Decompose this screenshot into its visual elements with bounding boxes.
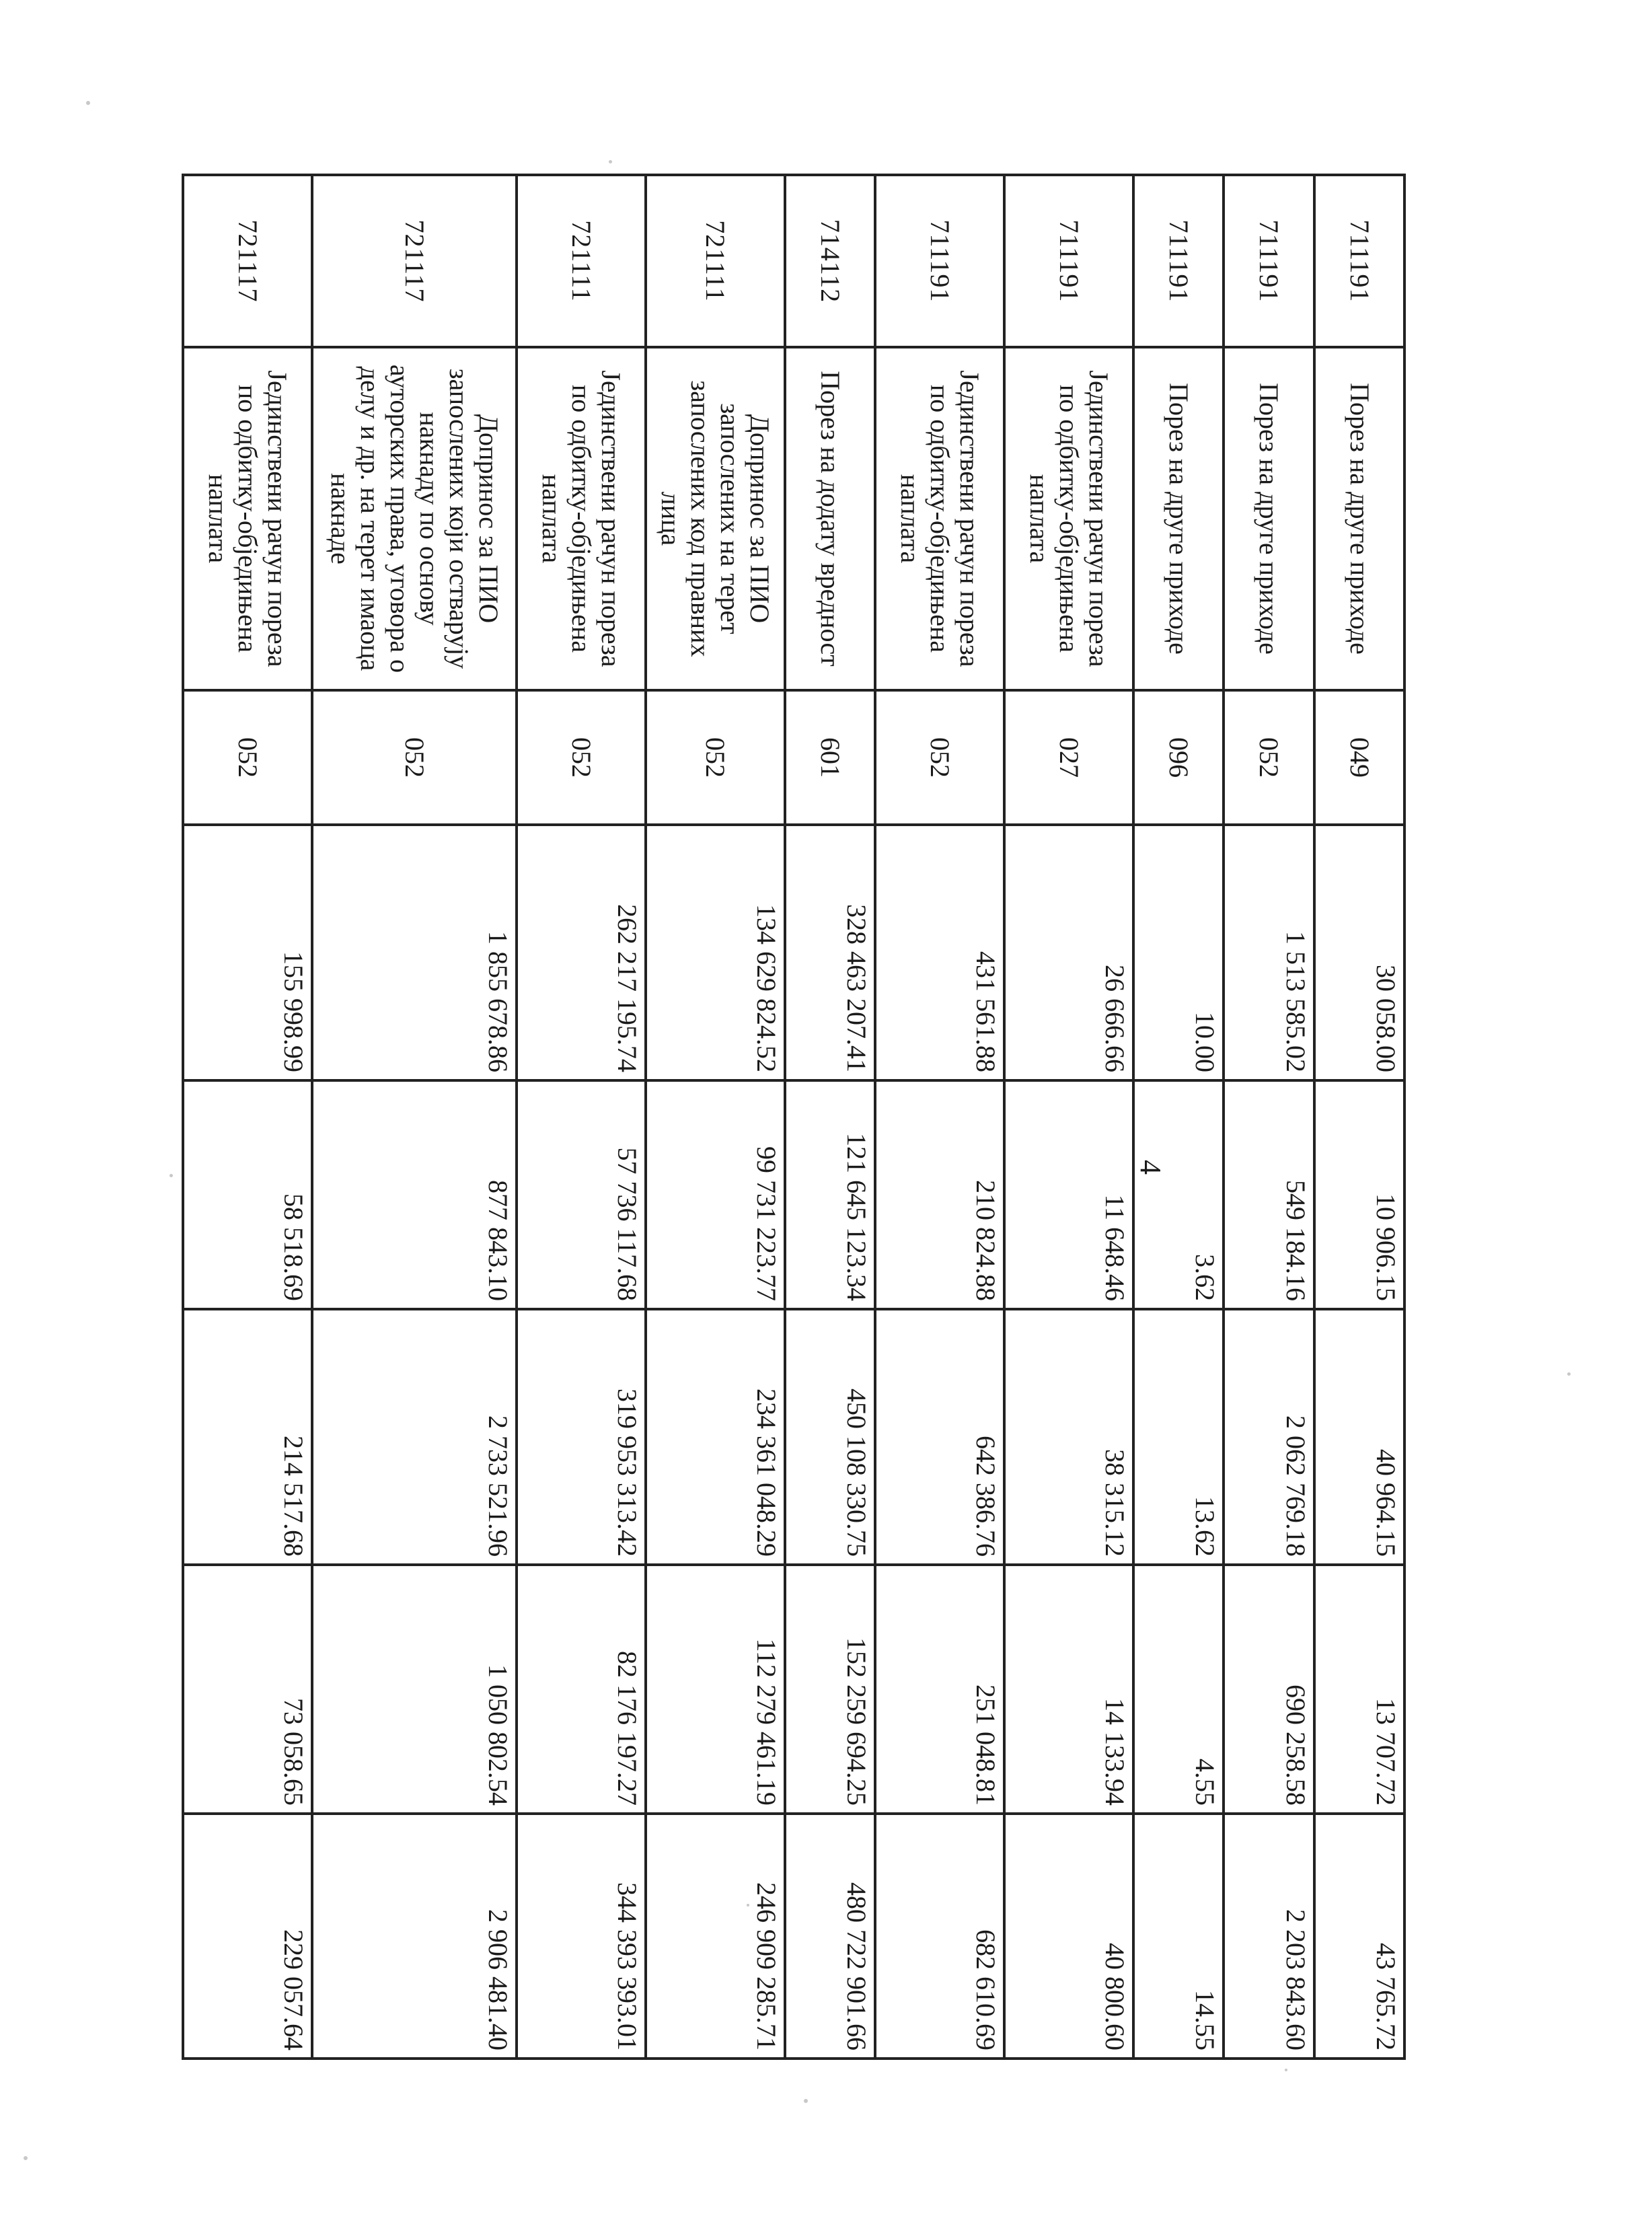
scan-speck [609, 160, 612, 163]
amount-cell: 11 648.46 [1004, 1080, 1133, 1309]
amount-cell: 58 518.69 [183, 1080, 312, 1309]
account-cell: 711191 [1004, 175, 1133, 347]
amount-cell: 1 050 802.54 [312, 1565, 517, 1814]
account-cell: 711191 [1224, 175, 1314, 347]
code-cell: 052 [183, 690, 312, 825]
description-cell: Порез на додату вредност [785, 347, 875, 690]
scan-speck [1285, 2069, 1287, 2071]
amount-cell: 30 058.00 [1314, 825, 1404, 1080]
amount-cell: 57 736 117.68 [517, 1080, 646, 1309]
account-cell: 721117 [183, 175, 312, 347]
amount-cell: 2 203 843.60 [1224, 1814, 1314, 2059]
amount-cell: 14.55 [1133, 1814, 1224, 2059]
scan-speck [1567, 1372, 1571, 1376]
amount-cell: 690 258.58 [1224, 1565, 1314, 1814]
revenue-table [182, 174, 1406, 2060]
code-cell: 052 [646, 690, 785, 825]
amount-cell: 319 953 313.42 [517, 1309, 646, 1565]
rotated-table-wrapper [182, 174, 1406, 2057]
code-cell: 049 [1314, 690, 1404, 825]
amount-cell: 229 057.64 [183, 1814, 312, 2059]
amount-cell: 40 964.15 [1314, 1309, 1404, 1565]
amount-cell: 134 629 824.52 [646, 825, 785, 1080]
description-cell: Јединствени рачун пореза по одбитку-обједињена наплата [183, 347, 312, 690]
amount-cell: 43 765.72 [1314, 1814, 1404, 2059]
amount-cell: 14 133.94 [1004, 1565, 1133, 1814]
amount-cell: 2 062 769.18 [1224, 1309, 1314, 1565]
amount-cell: 152 259 694.25 [785, 1565, 875, 1814]
amount-cell: 99 731 223.77 [646, 1080, 785, 1309]
description-cell: Порез на друге приходе [1133, 347, 1224, 690]
description-cell: Допринос за ПИО запослених који остварују накнаду по основу ауторских права, уговора о делу и др. на терет имаоца накнаде [312, 347, 517, 690]
account-cell: 721111 [646, 175, 785, 347]
code-cell: 052 [875, 690, 1004, 825]
table-row [312, 175, 517, 2059]
amount-cell: 877 843.10 [312, 1080, 517, 1309]
code-cell: 052 [312, 690, 517, 825]
account-cell: 711191 [1133, 175, 1224, 347]
table-row [1314, 175, 1404, 2059]
description-cell: Јединствени рачун пореза по одбитку-обједињена наплата [1004, 347, 1133, 690]
amount-cell: 549 184.16 [1224, 1080, 1314, 1309]
amount-cell: 251 048.81 [875, 1565, 1004, 1814]
amount-cell: 1 513 585.02 [1224, 825, 1314, 1080]
page-number: 4 [1134, 1160, 1167, 1175]
amount-cell: 4.55 [1133, 1565, 1224, 1814]
amount-cell: 262 217 195.74 [517, 825, 646, 1080]
table-row [1004, 175, 1133, 2059]
scan-speck [86, 101, 90, 105]
table-row [517, 175, 646, 2059]
amount-cell: 2 906 481.40 [312, 1814, 517, 2059]
amount-cell: 26 666.66 [1004, 825, 1133, 1080]
amount-cell: 155 998.99 [183, 825, 312, 1080]
amount-cell: 10 906.15 [1314, 1080, 1404, 1309]
amount-cell: 40 800.60 [1004, 1814, 1133, 2059]
code-cell: 027 [1004, 690, 1133, 825]
amount-cell: 10.00 [1133, 825, 1224, 1080]
amount-cell: 214 517.68 [183, 1309, 312, 1565]
code-cell: 052 [1224, 690, 1314, 825]
amount-cell: 13.62 [1133, 1309, 1224, 1565]
scan-speck [170, 1174, 173, 1177]
amount-cell: 1 855 678.86 [312, 825, 517, 1080]
table-row [183, 175, 312, 2059]
code-cell: 052 [517, 690, 646, 825]
account-cell: 711191 [1314, 175, 1404, 347]
table-row [1224, 175, 1314, 2059]
amount-cell: 73 058.65 [183, 1565, 312, 1814]
amount-cell: 38 315.12 [1004, 1309, 1133, 1565]
table-row [1133, 175, 1224, 2059]
account-cell: 714112 [785, 175, 875, 347]
description-cell: Порез на друге приходе [1224, 347, 1314, 690]
description-cell: Допринос за ПИО запослених на терет запослених код правних лица [646, 347, 785, 690]
amount-cell: 682 610.69 [875, 1814, 1004, 2059]
amount-cell: 112 279 461.19 [646, 1565, 785, 1814]
amount-cell: 234 361 048.29 [646, 1309, 785, 1565]
amount-cell: 2 733 521.96 [312, 1309, 517, 1565]
code-cell: 601 [785, 690, 875, 825]
account-cell: 721111 [517, 175, 646, 347]
scan-speck [804, 2099, 808, 2103]
amount-cell: 13 707.72 [1314, 1565, 1404, 1814]
table-row [646, 175, 785, 2059]
amount-cell: 246 909 285.71 [646, 1814, 785, 2059]
amount-cell: 121 645 123.34 [785, 1080, 875, 1309]
scan-speck [24, 2156, 28, 2160]
code-cell: 096 [1133, 690, 1224, 825]
account-cell: 721117 [312, 175, 517, 347]
amount-cell: 480 722 901.66 [785, 1814, 875, 2059]
amount-cell: 450 108 330.75 [785, 1309, 875, 1565]
table-row [875, 175, 1004, 2059]
description-cell: Јединствени рачун пореза по одбитку-обједињена наплата [875, 347, 1004, 690]
amount-cell: 3.62 [1133, 1080, 1224, 1309]
description-cell: Јединствени рачун пореза по одбитку-обједињена наплата [517, 347, 646, 690]
amount-cell: 344 393 393.01 [517, 1814, 646, 2059]
amount-cell: 431 561.88 [875, 825, 1004, 1080]
amount-cell: 210 824.88 [875, 1080, 1004, 1309]
amount-cell: 642 386.76 [875, 1309, 1004, 1565]
amount-cell: 328 463 207.41 [785, 825, 875, 1080]
table-row [785, 175, 875, 2059]
account-cell: 711191 [875, 175, 1004, 347]
amount-cell: 82 176 197.27 [517, 1565, 646, 1814]
description-cell: Порез на друге приходе [1314, 347, 1404, 690]
